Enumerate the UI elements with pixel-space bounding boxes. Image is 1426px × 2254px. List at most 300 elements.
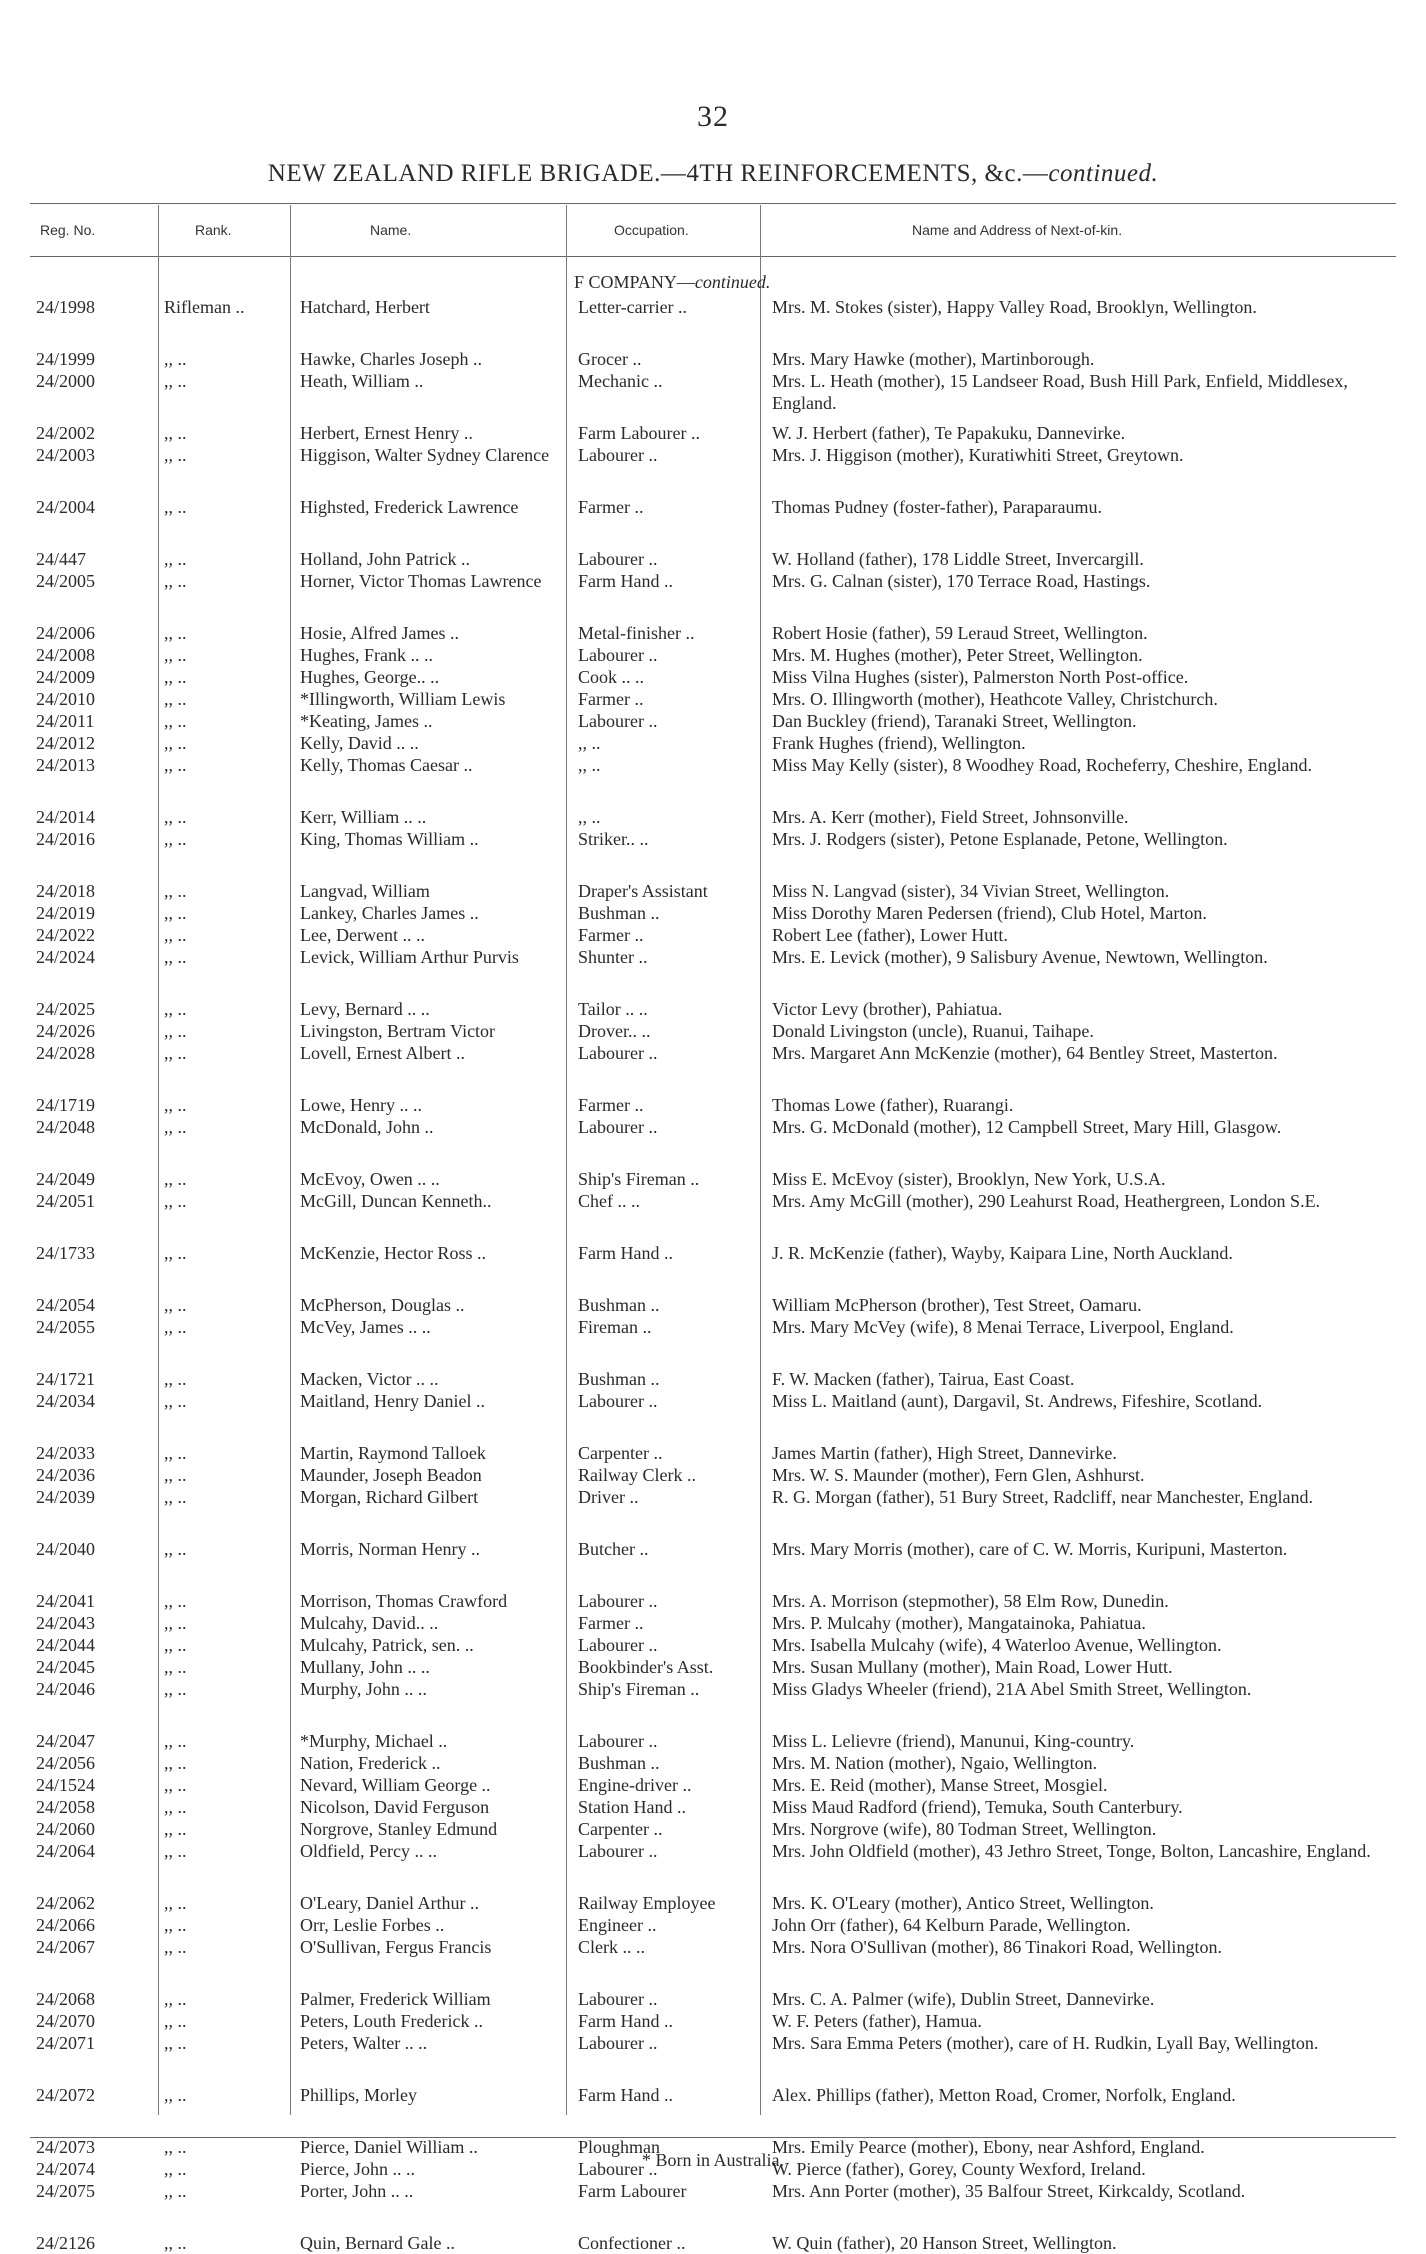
occupation: Labourer ..	[578, 1841, 658, 1861]
soldier-name: McPherson, Douglas ..	[300, 1295, 465, 1315]
soldier-name: Kerr, William .. ..	[300, 807, 427, 827]
rank: ,, ..	[164, 2233, 187, 2253]
occupation: Metal-finisher ..	[578, 623, 695, 643]
occupation: Ploughman	[578, 2137, 661, 2157]
table-row	[30, 2010, 1396, 2032]
next-of-kin: Mrs. E. Levick (mother), 9 Salisbury Avenue, Newtown, Wellington.	[772, 947, 1268, 967]
next-of-kin: W. J. Herbert (father), Te Papakuku, Dannevirke.	[772, 423, 1126, 443]
occupation: Farm Hand ..	[578, 2011, 673, 2031]
rank: ,, ..	[164, 925, 187, 945]
next-of-kin: Mrs. Amy McGill (mother), 290 Leahurst Road, Heathergreen, London S.E.	[772, 1191, 1321, 1211]
soldier-name: Holland, John Patrick ..	[300, 549, 470, 569]
soldier-name: Kelly, Thomas Caesar ..	[300, 755, 473, 775]
table-row	[30, 806, 1396, 828]
reg-number: 24/2004	[36, 497, 96, 517]
occupation: Labourer ..	[578, 1591, 658, 1611]
reg-number: 24/2068	[36, 1989, 96, 2009]
soldier-name: Peters, Walter .. ..	[300, 2033, 428, 2053]
table-row	[30, 1634, 1396, 1656]
table-row	[30, 688, 1396, 710]
next-of-kin: Victor Levy (brother), Pahiatua.	[772, 999, 1003, 1019]
rank: ,, ..	[164, 1819, 187, 1839]
next-of-kin: Mrs. Ann Porter (mother), 35 Balfour Street, Kirkcaldy, Scotland.	[772, 2181, 1246, 2201]
next-of-kin: Mrs. K. O'Leary (mother), Antico Street, Wellington.	[772, 1893, 1154, 1913]
soldier-name: Lee, Derwent .. ..	[300, 925, 425, 945]
reg-number: 24/2062	[36, 1893, 96, 1913]
soldier-name: Maunder, Joseph Beadon	[300, 1465, 482, 1485]
table-row	[30, 622, 1396, 644]
occupation: ,, ..	[578, 733, 601, 753]
header-top-rule	[30, 203, 1396, 204]
rank: ,, ..	[164, 1369, 187, 1389]
reg-number: 24/1998	[36, 297, 96, 317]
rank: ,, ..	[164, 549, 187, 569]
next-of-kin: Miss May Kelly (sister), 8 Woodhey Road, Rocheferry, Cheshire, England.	[772, 755, 1312, 775]
reg-number: 24/2016	[36, 829, 96, 849]
rank: ,, ..	[164, 1753, 187, 1773]
next-of-kin: William McPherson (brother), Test Street, Oamaru.	[772, 1295, 1142, 1315]
table-row	[30, 570, 1396, 622]
rank: ,, ..	[164, 2085, 187, 2105]
rank: ,, ..	[164, 755, 187, 775]
table-row	[30, 754, 1396, 806]
occupation: Confectioner ..	[578, 2233, 686, 2253]
table-row	[30, 1368, 1396, 1390]
table-row	[30, 1892, 1396, 1914]
next-of-kin: Alex. Phillips (father), Metton Road, Cromer, Norfolk, England.	[772, 2085, 1236, 2105]
reg-number: 24/2041	[36, 1591, 96, 1611]
occupation: Mechanic ..	[578, 371, 663, 391]
occupation: Farm Hand ..	[578, 571, 673, 591]
table-row	[30, 444, 1396, 496]
soldier-name: Morris, Norman Henry ..	[300, 1539, 480, 1559]
occupation: Farm Hand ..	[578, 2085, 673, 2105]
rank: ,, ..	[164, 1841, 187, 1861]
table-row	[30, 1042, 1396, 1094]
rank: ,, ..	[164, 1591, 187, 1611]
table-row	[30, 998, 1396, 1020]
footer-rule	[30, 2137, 1396, 2138]
rank: ,, ..	[164, 1243, 187, 1263]
occupation: Ship's Fireman ..	[578, 1679, 700, 1699]
reg-number: 24/2012	[36, 733, 96, 753]
next-of-kin: James Martin (father), High Street, Dannevirke.	[772, 1443, 1117, 1463]
table-row	[30, 1678, 1396, 1730]
occupation: Labourer ..	[578, 1043, 658, 1063]
reg-number: 24/2058	[36, 1797, 96, 1817]
reg-number: 24/2067	[36, 1937, 96, 1957]
rank: ,, ..	[164, 1095, 187, 1115]
reg-number: 24/2126	[36, 2233, 96, 2253]
table-row	[30, 1590, 1396, 1612]
occupation: Chef .. ..	[578, 1191, 640, 1211]
table-row	[30, 1486, 1396, 1538]
table-header	[30, 205, 1396, 255]
reg-number: 24/2075	[36, 2181, 96, 2201]
next-of-kin: Mrs. John Oldfield (mother), 43 Jethro Street, Tonge, Bolton, Lancashire, England.	[772, 1841, 1371, 1861]
occupation: Butcher ..	[578, 1539, 649, 1559]
rank: ,, ..	[164, 1117, 187, 1137]
soldier-name: Heath, William ..	[300, 371, 424, 391]
occupation: Driver ..	[578, 1487, 639, 1507]
rank: ,, ..	[164, 1021, 187, 1041]
next-of-kin: Mrs. A. Kerr (mother), Field Street, Johnsonville.	[772, 807, 1129, 827]
reg-number: 24/2073	[36, 2137, 96, 2157]
rank: ,, ..	[164, 1937, 187, 1957]
table-row	[30, 1316, 1396, 1368]
next-of-kin: Robert Lee (father), Lower Hutt.	[772, 925, 1008, 945]
soldier-name: *Murphy, Michael ..	[300, 1731, 448, 1751]
next-of-kin: Mrs. M. Stokes (sister), Happy Valley Road, Brooklyn, Wellington.	[772, 297, 1257, 317]
occupation: Farm Hand ..	[578, 1243, 673, 1263]
soldier-name: Phillips, Morley	[300, 2085, 418, 2105]
rank: ,, ..	[164, 1635, 187, 1655]
soldier-name: O'Sullivan, Fergus Francis	[300, 1937, 492, 1957]
occupation: Drover.. ..	[578, 1021, 651, 1041]
column-header-reg: Reg. No.	[40, 222, 96, 238]
table-row	[30, 1390, 1396, 1442]
reg-number: 24/2071	[36, 2033, 96, 2053]
reg-number: 24/2013	[36, 755, 96, 775]
soldier-name: Murphy, John .. ..	[300, 1679, 427, 1699]
reg-number: 24/2064	[36, 1841, 96, 1861]
occupation: Farmer ..	[578, 497, 644, 517]
soldier-name: Oldfield, Percy .. ..	[300, 1841, 437, 1861]
next-of-kin: Mrs. Sara Emma Peters (mother), care of H. Rudkin, Lyall Bay, Wellington.	[772, 2033, 1319, 2053]
company-heading-main: F COMPANY—	[574, 272, 695, 292]
reg-number: 24/2018	[36, 881, 96, 901]
next-of-kin: Mrs. Nora O'Sullivan (mother), 86 Tinakori Road, Wellington.	[772, 1937, 1222, 1957]
table-row	[30, 1464, 1396, 1486]
occupation: Cook .. ..	[578, 667, 645, 687]
table-row	[30, 296, 1396, 348]
occupation: Station Hand ..	[578, 1797, 686, 1817]
reg-number: 24/1999	[36, 349, 96, 369]
rank: ,, ..	[164, 2181, 187, 2201]
table-row	[30, 548, 1396, 570]
occupation: Labourer ..	[578, 711, 658, 731]
soldier-name: Mulcahy, Patrick, sen. ..	[300, 1635, 474, 1655]
reg-number: 24/2033	[36, 1443, 96, 1463]
soldier-name: Norgrove, Stanley Edmund	[300, 1819, 498, 1839]
company-heading	[574, 272, 770, 293]
reg-number: 24/2040	[36, 1539, 96, 1559]
rank: ,, ..	[164, 1539, 187, 1559]
soldier-name: Lovell, Ernest Albert ..	[300, 1043, 465, 1063]
reg-number: 24/2060	[36, 1819, 96, 1839]
soldier-name: Mullany, John .. ..	[300, 1657, 430, 1677]
rank: ,, ..	[164, 371, 187, 391]
soldier-name: McEvoy, Owen .. ..	[300, 1169, 440, 1189]
table-row	[30, 1094, 1396, 1116]
table-row	[30, 946, 1396, 998]
table-row	[30, 1730, 1396, 1752]
next-of-kin: F. W. Macken (father), Tairua, East Coast.	[772, 1369, 1075, 1389]
occupation: ,, ..	[578, 755, 601, 775]
table-row	[30, 1242, 1396, 1294]
reg-number: 24/2002	[36, 423, 96, 443]
rank: ,, ..	[164, 2033, 187, 2053]
next-of-kin: Miss Maud Radford (friend), Temuka, South Canterbury.	[772, 1797, 1183, 1817]
soldier-name: Kelly, David .. ..	[300, 733, 419, 753]
occupation: Labourer ..	[578, 1989, 658, 2009]
next-of-kin: Mrs. Margaret Ann McKenzie (mother), 64 Bentley Street, Masterton.	[772, 1043, 1278, 1063]
soldier-name: *Keating, James ..	[300, 711, 433, 731]
soldier-name: Herbert, Ernest Henry ..	[300, 423, 473, 443]
next-of-kin: R. G. Morgan (father), 51 Bury Street, Radcliff, near Manchester, England.	[772, 1487, 1313, 1507]
occupation: Farmer ..	[578, 1613, 644, 1633]
next-of-kin: Mrs. P. Mulcahy (mother), Mangatainoka, Pahiatua.	[772, 1613, 1146, 1633]
rank: ,, ..	[164, 571, 187, 591]
occupation: Ship's Fireman ..	[578, 1169, 700, 1189]
next-of-kin: Mrs. Mary Hawke (mother), Martinborough.	[772, 349, 1095, 369]
table-row	[30, 1936, 1396, 1988]
occupation: Farm Labourer ..	[578, 423, 700, 443]
reg-number: 24/2046	[36, 1679, 96, 1699]
column-header-name: Name.	[370, 222, 412, 238]
roll-table-body	[30, 296, 1396, 2254]
rank: ,, ..	[164, 881, 187, 901]
soldier-name: Mulcahy, David.. ..	[300, 1613, 439, 1633]
reg-number: 24/2066	[36, 1915, 96, 1935]
table-row	[30, 2180, 1396, 2232]
soldier-name: Langvad, William	[300, 881, 430, 901]
rank: ,, ..	[164, 1443, 187, 1463]
occupation: Labourer ..	[578, 645, 658, 665]
reg-number: 24/1721	[36, 1369, 96, 1389]
reg-number: 24/1524	[36, 1775, 96, 1795]
reg-number: 24/2025	[36, 999, 96, 1019]
reg-number: 24/2034	[36, 1391, 96, 1411]
occupation: Engine-driver ..	[578, 1775, 692, 1795]
occupation: Labourer ..	[578, 445, 658, 465]
occupation: Bushman ..	[578, 903, 660, 923]
next-of-kin: Miss Dorothy Maren Pedersen (friend), Club Hotel, Marton.	[772, 903, 1207, 923]
rank: ,, ..	[164, 711, 187, 731]
reg-number: 24/2024	[36, 947, 96, 967]
reg-number: 24/447	[36, 549, 87, 569]
reg-number: 24/2072	[36, 2085, 96, 2105]
rank: ,, ..	[164, 1915, 187, 1935]
soldier-name: Levick, William Arthur Purvis	[300, 947, 519, 967]
rank: ,, ..	[164, 1465, 187, 1485]
next-of-kin: W. F. Peters (father), Hamua.	[772, 2011, 982, 2031]
rank: ,, ..	[164, 1487, 187, 1507]
reg-number: 24/2000	[36, 371, 96, 391]
rank: ,, ..	[164, 1295, 187, 1315]
soldier-name: Hosie, Alfred James ..	[300, 623, 459, 643]
reg-number: 24/2019	[36, 903, 96, 923]
reg-number: 24/1733	[36, 1243, 96, 1263]
next-of-kin: Mrs. J. Rodgers (sister), Petone Esplanade, Petone, Wellington.	[772, 829, 1228, 849]
column-header-kin: Name and Address of Next-of-kin.	[912, 222, 1123, 238]
soldier-name: Morrison, Thomas Crawford	[300, 1591, 508, 1611]
next-of-kin: Mrs. G. McDonald (mother), 12 Campbell Street, Mary Hill, Glasgow.	[772, 1117, 1282, 1137]
page-title	[0, 160, 1426, 188]
reg-number: 24/2008	[36, 645, 96, 665]
next-of-kin: Miss L. Maitland (aunt), Dargavil, St. Andrews, Fifeshire, Scotland.	[772, 1391, 1263, 1411]
table-row	[30, 1796, 1396, 1818]
next-of-kin: Robert Hosie (father), 59 Leraud Street, Wellington.	[772, 623, 1148, 643]
occupation: Fireman ..	[578, 1317, 652, 1337]
table-row	[30, 1612, 1396, 1634]
rank: ,, ..	[164, 2159, 187, 2179]
soldier-name: Hughes, George.. ..	[300, 667, 440, 687]
rank: ,, ..	[164, 1169, 187, 1189]
table-row	[30, 2084, 1396, 2136]
rank: ,, ..	[164, 807, 187, 827]
occupation: Farmer ..	[578, 689, 644, 709]
page-title-continued: continued.	[1048, 160, 1159, 187]
reg-number: 24/2011	[36, 711, 95, 731]
table-row	[30, 1116, 1396, 1168]
next-of-kin: Mrs. E. Reid (mother), Manse Street, Mosgiel.	[772, 1775, 1108, 1795]
reg-number: 24/2047	[36, 1731, 96, 1751]
rank: ,, ..	[164, 1613, 187, 1633]
table-row	[30, 666, 1396, 688]
rank: ,, ..	[164, 1657, 187, 1677]
table-row	[30, 880, 1396, 902]
next-of-kin: W. Pierce (father), Gorey, County Wexford, Ireland.	[772, 2159, 1146, 2179]
rank: ,, ..	[164, 1731, 187, 1751]
table-row	[30, 348, 1396, 370]
rank: ,, ..	[164, 667, 187, 687]
occupation: Labourer ..	[578, 549, 658, 569]
rank: ,, ..	[164, 1679, 187, 1699]
table-row	[30, 1818, 1396, 1840]
next-of-kin: Mrs. Isabella Mulcahy (wife), 4 Waterloo Avenue, Wellington.	[772, 1635, 1222, 1655]
reg-number: 24/2044	[36, 1635, 96, 1655]
occupation: Grocer ..	[578, 349, 642, 369]
reg-number: 24/2054	[36, 1295, 96, 1315]
rank: ,, ..	[164, 497, 187, 517]
soldier-name: King, Thomas William ..	[300, 829, 479, 849]
rank: ,, ..	[164, 445, 187, 465]
header-bottom-rule	[30, 256, 1396, 257]
next-of-kin: Thomas Lowe (father), Ruarangi.	[772, 1095, 1014, 1115]
next-of-kin: Mrs. Emily Pearce (mother), Ebony, near Ashford, England.	[772, 2137, 1205, 2157]
rank: ,, ..	[164, 1797, 187, 1817]
soldier-name: Maitland, Henry Daniel ..	[300, 1391, 485, 1411]
soldier-name: Lowe, Henry .. ..	[300, 1095, 422, 1115]
next-of-kin: Mrs. M. Nation (mother), Ngaio, Wellington.	[772, 1753, 1098, 1773]
soldier-name: Pierce, Daniel William ..	[300, 2137, 478, 2157]
next-of-kin: Mrs. M. Hughes (mother), Peter Street, Wellington.	[772, 645, 1143, 665]
table-row	[30, 710, 1396, 732]
reg-number: 24/2009	[36, 667, 96, 687]
occupation: Letter-carrier ..	[578, 297, 688, 317]
occupation: Bookbinder's Asst.	[578, 1657, 714, 1677]
next-of-kin: J. R. McKenzie (father), Wayby, Kaipara Line, North Auckland.	[772, 1243, 1233, 1263]
rank: ,, ..	[164, 1775, 187, 1795]
next-of-kin: Mrs. Mary McVey (wife), 8 Menai Terrace, Liverpool, England.	[772, 1317, 1234, 1337]
reg-number: 24/2006	[36, 623, 96, 643]
company-heading-continued: continued.	[694, 272, 771, 292]
reg-number: 24/2003	[36, 445, 96, 465]
rank: ,, ..	[164, 1989, 187, 2009]
soldier-name: Nicolson, David Ferguson	[300, 1797, 490, 1817]
table-row	[30, 1656, 1396, 1678]
occupation: Farmer ..	[578, 925, 644, 945]
rank: ,, ..	[164, 689, 187, 709]
table-row	[30, 644, 1396, 666]
reg-number: 24/2039	[36, 1487, 96, 1507]
soldier-name: Hughes, Frank .. ..	[300, 645, 433, 665]
soldier-name: Martin, Raymond Talloek	[300, 1443, 486, 1463]
reg-number: 24/2036	[36, 1465, 96, 1485]
occupation: Farm Labourer	[578, 2181, 687, 2201]
next-of-kin: Mrs. L. Heath (mother), 15 Landseer Road, Bush Hill Park, Enfield, Middlesex, England.	[772, 371, 1348, 413]
occupation: Labourer ..	[578, 1731, 658, 1751]
soldier-name: Nevard, William George ..	[300, 1775, 491, 1795]
next-of-kin: W. Quin (father), 20 Hanson Street, Wellington.	[772, 2233, 1117, 2253]
soldier-name: Peters, Louth Frederick ..	[300, 2011, 483, 2031]
occupation: Railway Employee	[578, 1893, 716, 1913]
soldier-name: Macken, Victor .. ..	[300, 1369, 439, 1389]
occupation: Labourer ..	[578, 1635, 658, 1655]
reg-number: 24/2005	[36, 571, 96, 591]
table-row	[30, 1988, 1396, 2010]
next-of-kin: Mrs. Mary Morris (mother), care of C. W. Morris, Kuripuni, Masterton.	[772, 1539, 1288, 1559]
next-of-kin: Frank Hughes (friend), Wellington.	[772, 733, 1026, 753]
occupation: Striker.. ..	[578, 829, 649, 849]
occupation: Carpenter ..	[578, 1443, 663, 1463]
soldier-name: Hawke, Charles Joseph ..	[300, 349, 482, 369]
next-of-kin: Mrs. O. Illingworth (mother), Heathcote Valley, Christchurch.	[772, 689, 1218, 709]
table-row	[30, 732, 1396, 754]
table-row	[30, 1538, 1396, 1590]
occupation: Tailor .. ..	[578, 999, 648, 1019]
table-row	[30, 2232, 1396, 2254]
occupation: Labourer ..	[578, 1391, 658, 1411]
soldier-name: McKenzie, Hector Ross ..	[300, 1243, 486, 1263]
soldier-name: McGill, Duncan Kenneth..	[300, 1191, 492, 1211]
occupation: Carpenter ..	[578, 1819, 663, 1839]
occupation: ,, ..	[578, 807, 601, 827]
occupation: Shunter ..	[578, 947, 648, 967]
reg-number: 24/2074	[36, 2159, 96, 2179]
soldier-name: Hatchard, Herbert	[300, 297, 430, 317]
reg-number: 24/2051	[36, 1191, 96, 1211]
reg-number: 24/2022	[36, 925, 96, 945]
occupation: Labourer ..	[578, 2033, 658, 2053]
soldier-name: Horner, Victor Thomas Lawrence	[300, 571, 542, 591]
occupation: Bushman ..	[578, 1369, 660, 1389]
table-row	[30, 1442, 1396, 1464]
table-row	[30, 1840, 1396, 1892]
rank: ,, ..	[164, 2011, 187, 2031]
rank: ,, ..	[164, 1191, 187, 1211]
occupation: Clerk .. ..	[578, 1937, 645, 1957]
reg-number: 24/2026	[36, 1021, 96, 1041]
next-of-kin: Mrs. A. Morrison (stepmother), 58 Elm Row, Dunedin.	[772, 1591, 1169, 1611]
soldier-name: Porter, John .. ..	[300, 2181, 414, 2201]
table-row	[30, 1020, 1396, 1042]
next-of-kin: Mrs. Susan Mullany (mother), Main Road, Lower Hutt.	[772, 1657, 1173, 1677]
reg-number: 24/2045	[36, 1657, 96, 1677]
next-of-kin: Miss N. Langvad (sister), 34 Vivian Street, Wellington.	[772, 881, 1170, 901]
soldier-name: *Illingworth, William Lewis	[300, 689, 506, 709]
column-header-occupation: Occupation.	[614, 222, 689, 238]
occupation: Bushman ..	[578, 1753, 660, 1773]
table-row	[30, 924, 1396, 946]
table-row	[30, 1914, 1396, 1936]
soldier-name: Quin, Bernard Gale ..	[300, 2233, 455, 2253]
soldier-name: Lankey, Charles James ..	[300, 903, 479, 923]
rank: ,, ..	[164, 1043, 187, 1063]
next-of-kin: John Orr (father), 64 Kelburn Parade, Wellington.	[772, 1915, 1131, 1935]
occupation: Labourer ..	[578, 1117, 658, 1137]
